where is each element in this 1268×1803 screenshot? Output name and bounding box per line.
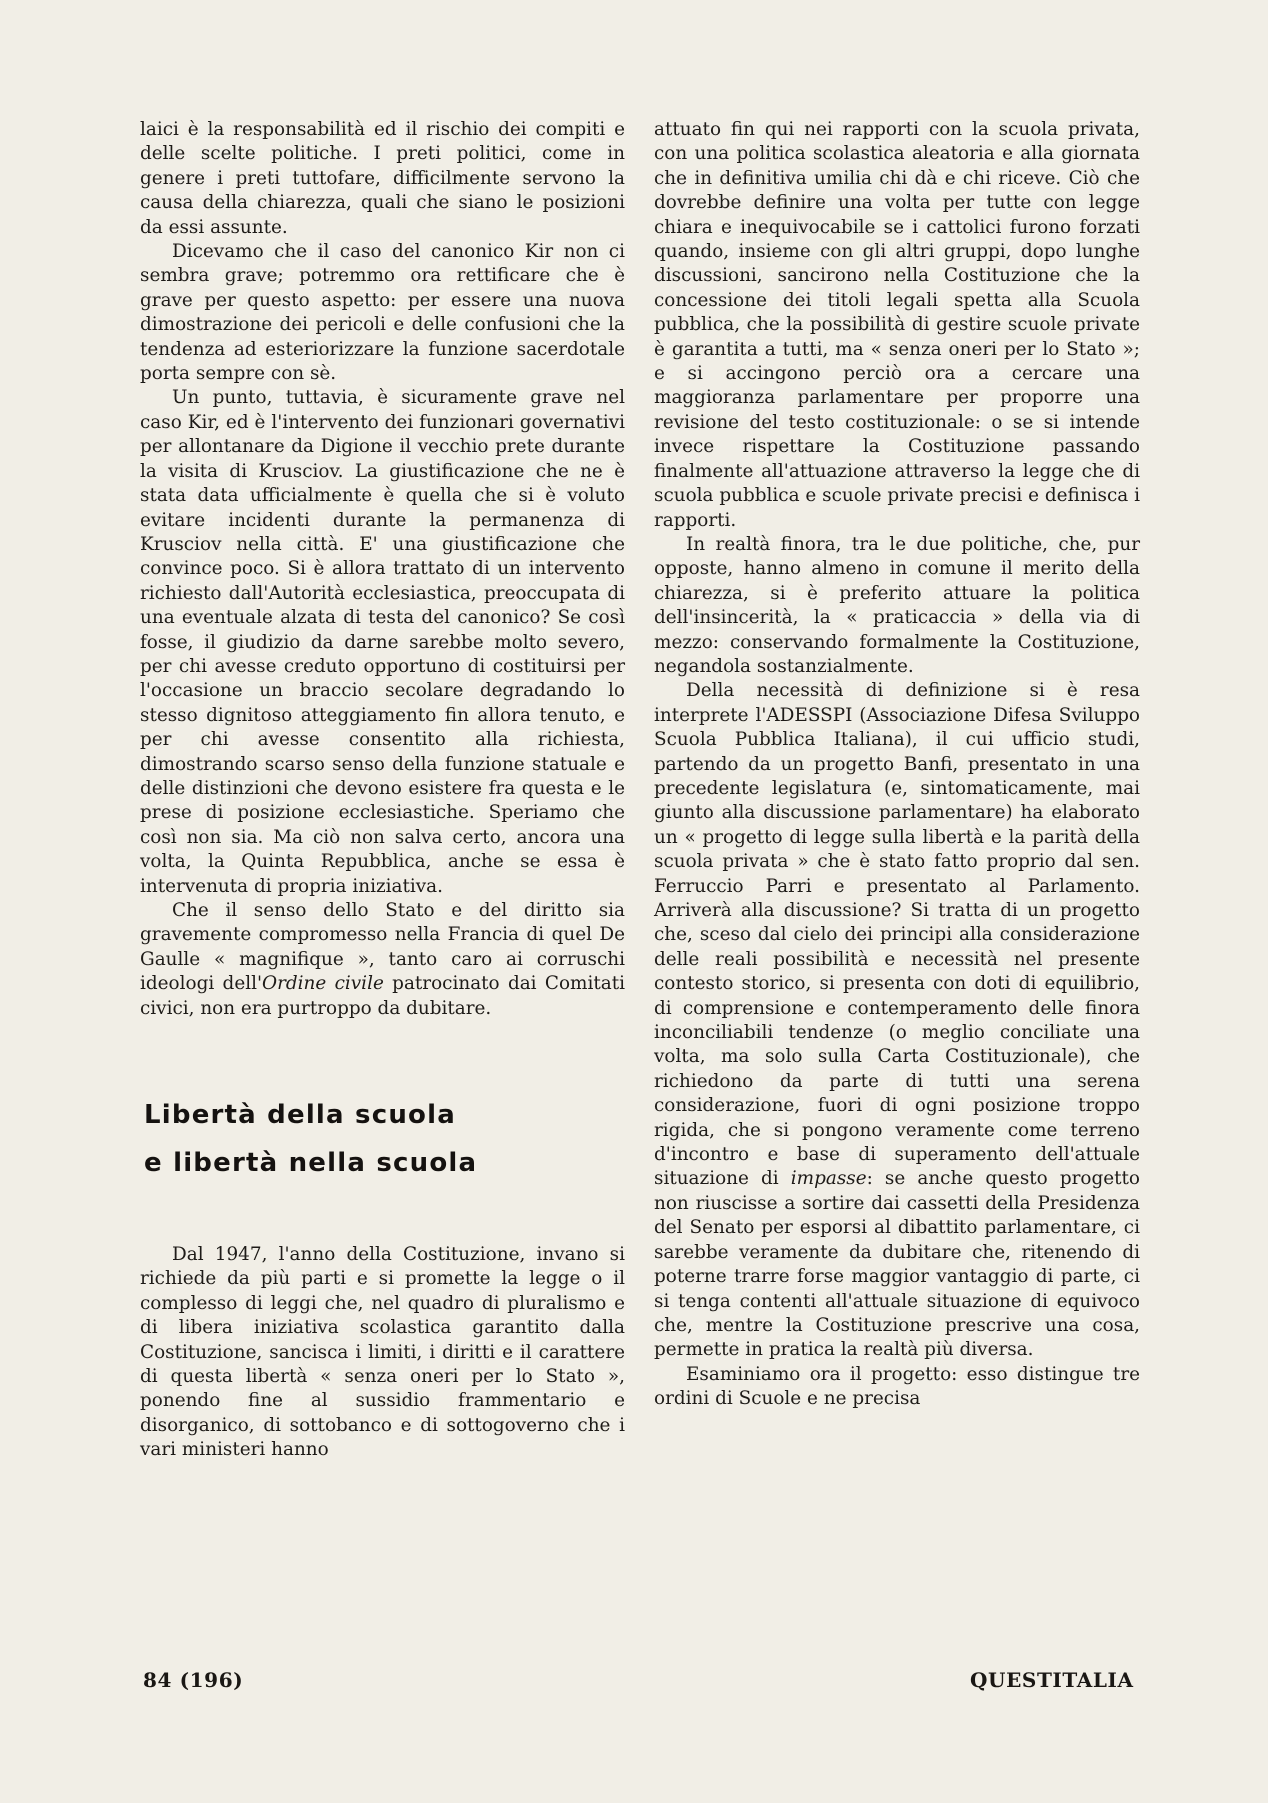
right-column bbox=[654, 118, 1140, 1412]
paragraph: Un punto, tuttavia, è sicuramente grave nel caso Kir, ed è l'intervento dei funzionari governativi per allontanare da Digione il vecchio prete durante la visita di Krusciov. La giustificazione che ne è stata data ufficialmente è quella che si è voluto evitare incidenti durante la permanenza di Krusciov nella città. E' una giustificazione che convince poco. Si è allora trattato di un intervento richiesto dall'Autorità ecclesiastica, preoccupata di una eventuale alzata di testa del canonico? Se così fosse, il giudizio da darne sarebbe molto severo, per chi avesse creduto opportuno di costituirsi per l'occasione un braccio secolare degradando lo stesso dignitoso atteggiamento fin allora tenuto, e per chi avesse consentito alla richiesta, dimostrando scarso senso della funzione statuale e delle distinzioni che devono esistere fra questa e le prese di posizione ecclesiastiche. Speriamo che così non sia. Ma ciò non salva certo, ancora una volta, la Quinta Repubblica, anche se essa è intervenuta di propria iniziativa. bbox=[140, 387, 625, 897]
paragraph: attuato fin qui nei rapporti con la scuola privata, con una politica scolastica aleatoria e alla giornata che in definitiva umilia chi dà e chi riceve. Ciò che dovrebbe definire una volta per tutte con legge chiara e inequivocabile se i cattolici furono forzati quando, insieme con gli altri gruppi, dopo lunghe discussioni, sancirono nella Costituzione che la concessione dei titoli legali spetta alla Scuola pubblica, che la possibilità di gestire scuole private è garantita a tutti, ma « senza oneri per lo Stato »; e si accingono perciò ora a cercare una maggioranza parlamentare per proporre una revisione del testo costituzionale: o se si intende invece rispettare la Costituzione passando finalmente all'attuazione attraverso la legge che di scuola pubblica e scuole private precisi e definisca i rapporti. bbox=[654, 119, 1140, 531]
paragraph: laici è la responsabilità ed il rischio dei compiti e delle scelte politiche. I preti politici, come in genere i preti tuttofare, difficilmente servono la causa della chiarezza, quali che siano le posizioni da essi assunte. bbox=[140, 119, 625, 238]
paragraph bbox=[140, 899, 625, 1021]
italic-title: Ordine civile bbox=[262, 973, 384, 995]
heading-line: Libertà della scuola bbox=[144, 1100, 456, 1131]
magazine-name: QUESTITALIA bbox=[970, 1668, 1134, 1692]
paragraph: Dal 1947, l'anno della Costituzione, invano si richiede da più parti e si promette la legge o il complesso di leggi che, nel quadro di pluralismo e di libera iniziativa scolastica garantito dalla Costituzione, sancisca i limiti, i diritti e il carattere di questa libertà « senza oneri per lo Stato », ponendo fine al sussidio frammentario e disorganico, di sottobanco e di sottogoverno che i vari ministeri hanno bbox=[140, 1244, 625, 1461]
section-heading bbox=[144, 1091, 625, 1187]
paragraph: Esaminiamo ora il progetto: esso distingue tre ordini di Scuole e ne precisa bbox=[654, 1363, 1140, 1410]
heading-line: e libertà nella scuola bbox=[144, 1148, 478, 1179]
text-run: patrocinato dai Comitati civici, non era purtroppo da dubitare. bbox=[140, 973, 625, 1019]
left-column bbox=[140, 118, 625, 1463]
paragraph bbox=[654, 679, 1140, 1362]
text-run: : se anche questo progetto non riuscisse a sortire dai cassetti della Presidenza del Senato per esporsi al dibattito parlamentare, ci sarebbe veramente da dubitare che, ritenendo di poterne trarre forse maggior vantaggio di parte, ci si tenga contenti all'attuale situazione di equivoco che, mentre la Costituzione prescrive una cosa, permette in pratica la realtà più diversa. bbox=[654, 1168, 1140, 1361]
text-run: Che il senso dello Stato e del diritto sia gravemente compromesso nella Francia di quel De Gaulle « magnifique », tanto caro ai corruschi ideologi dell' bbox=[140, 900, 625, 995]
paragraph: Dicevamo che il caso del canonico Kir non ci sembra grave; potremmo ora rettificare che è grave per questo aspetto: per essere una nuova dimostrazione dei pericoli e delle confusioni che la tendenza ad esteriorizzare la funzione sacerdotale porta sempre con sè. bbox=[140, 241, 625, 385]
text-run: Della necessità di definizione si è resa interprete l'ADESSPI (Associazione Difesa Sviluppo Scuola Pubblica Italiana), il cui ufficio studi, partendo da un progetto Banfi, presentato in una precedente legislatura (e, sintomaticamente, mai giunto alla discussione parlamentare) ha elaborato un « progetto di legge sulla libertà e la parità della scuola privata » che è stato fatto proprio dal sen. Ferruccio Parri e presentato al Parlamento. Arriverà alla discussione? Si tratta di un progetto che, sceso dal cielo dei principi alla considerazione delle reali possibilità e necessità nel presente contesto storico, si presenta con doti di equilibrio, di comprensione e contemperamento delle finora inconciliabili tendenze (o meglio conciliate una volta, ma solo sulla Carta Costituzionale), che richiedono da parte di tutti una serena considerazione, fuori di ogni posizione troppo rigida, che si pongono veramente come terreno d'incontro e base di superamento dell'attuale situazione di bbox=[654, 680, 1140, 1190]
page-number: 84 (196) bbox=[143, 1668, 244, 1692]
paragraph: In realtà finora, tra le due politiche, che, pur opposte, hanno almeno in comune il merito della chiarezza, si è preferito attuare la politica dell'insincerità, la « praticaccia » della via di mezzo: conservando formalmente la Costituzione, negandola sostanzialmente. bbox=[654, 533, 1140, 677]
italic-word: impasse bbox=[790, 1168, 867, 1190]
